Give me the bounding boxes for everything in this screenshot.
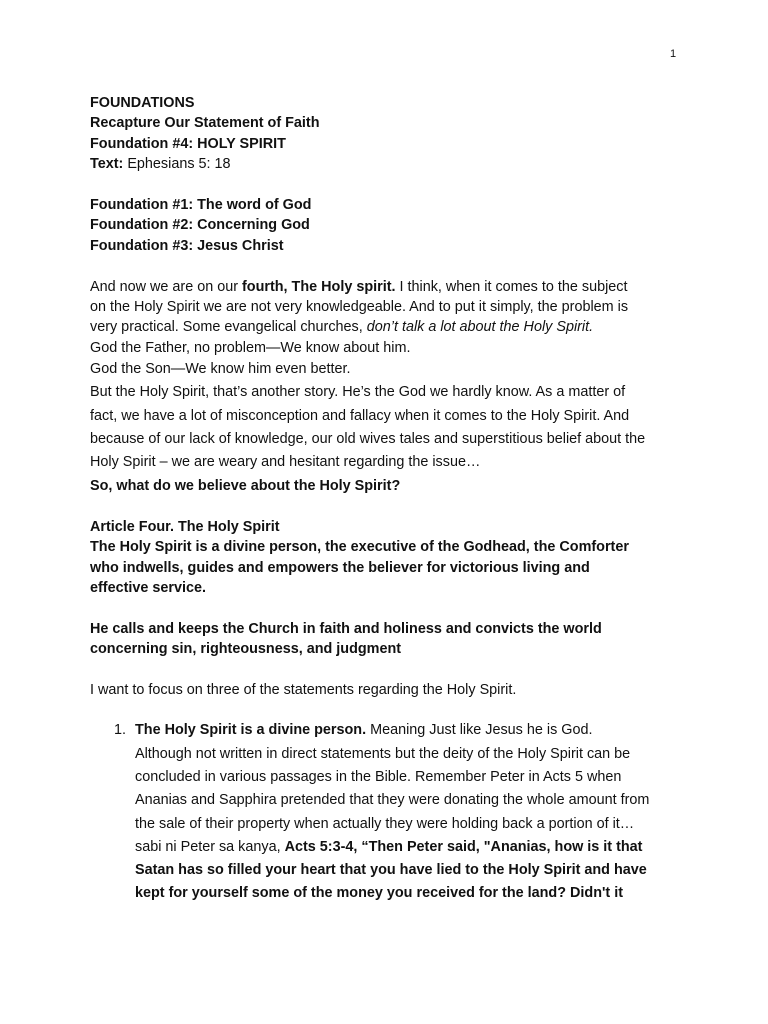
document-subtitle: Recapture Our Statement of Faith xyxy=(90,115,320,132)
foundation-item: Foundation #1: The word of God xyxy=(90,196,312,213)
focus-statement: I want to focus on three of the statements regarding the Holy Spirit. xyxy=(90,681,517,698)
document-title: FOUNDATIONS xyxy=(90,95,195,111)
list-item: 1. The Holy Spirit is a divine person. Meaning Just like Jesus he is God. Although not written in direct statements but the deity of the Holy Spirit can be concluded in various passages in the Bible. Remember Peter in Acts 5 when Ananias and Sapphira pretended that they were donating the whole amount from the sale of their property when actually they were holding back a portion of it… sabi ni Peter sa kanya, Acts 5:3-4, “Then Peter said, "Ananias, how is it that Satan has so filled your heart that you have lied to the Holy Spirit and have kept for yourself some of the money you received for the land? Didn't it xyxy=(90,719,690,905)
page-number: 1 xyxy=(670,48,677,60)
article-paragraph-1: The Holy Spirit is a divine person, the executive of the Godhead, the Comforter who indwells, guides and empowers the believer for victorious living and effective service. xyxy=(90,539,629,597)
current-foundation: Foundation #4: HOLY SPIRIT xyxy=(90,135,286,152)
foundation-item: Foundation #2: Concerning God xyxy=(90,217,310,234)
scripture-text-line: Text: Ephesians 5: 18 xyxy=(90,156,231,173)
article-heading: Article Four. The Holy Spirit xyxy=(90,518,280,535)
foundation-item: Foundation #3: Jesus Christ xyxy=(90,237,284,254)
article-paragraph-2: He calls and keeps the Church in faith and holiness and convicts the world concerning sin, righteousness, and judgment xyxy=(90,620,602,658)
list-number: 1. xyxy=(114,722,127,739)
document-body xyxy=(90,93,690,906)
belief-question: So, what do we believe about the Holy Spirit? xyxy=(90,477,401,494)
intro-paragraph: And now we are on our fourth, The Holy spirit. I think, when it comes to the subject on the Holy Spirit we are not very knowledgeable. And to put it simply, the problem is very practical. Some evangelical churches, don’t talk a lot about the Holy Spirit. God the Father, no problem—We know about him. God the Son—We know him even better. But the Holy Spirit, that’s another story. He’s the God we hardly know. As a matter of fact, we have a lot of misconception and fallacy when it comes to the Holy Spirit. And because of our lack of knowledge, our old wives tales and superstitious belief about the Holy Spirit – we are weary and hesitant regarding the issue… So, what do we believe about the Holy Spirit? xyxy=(90,277,690,498)
